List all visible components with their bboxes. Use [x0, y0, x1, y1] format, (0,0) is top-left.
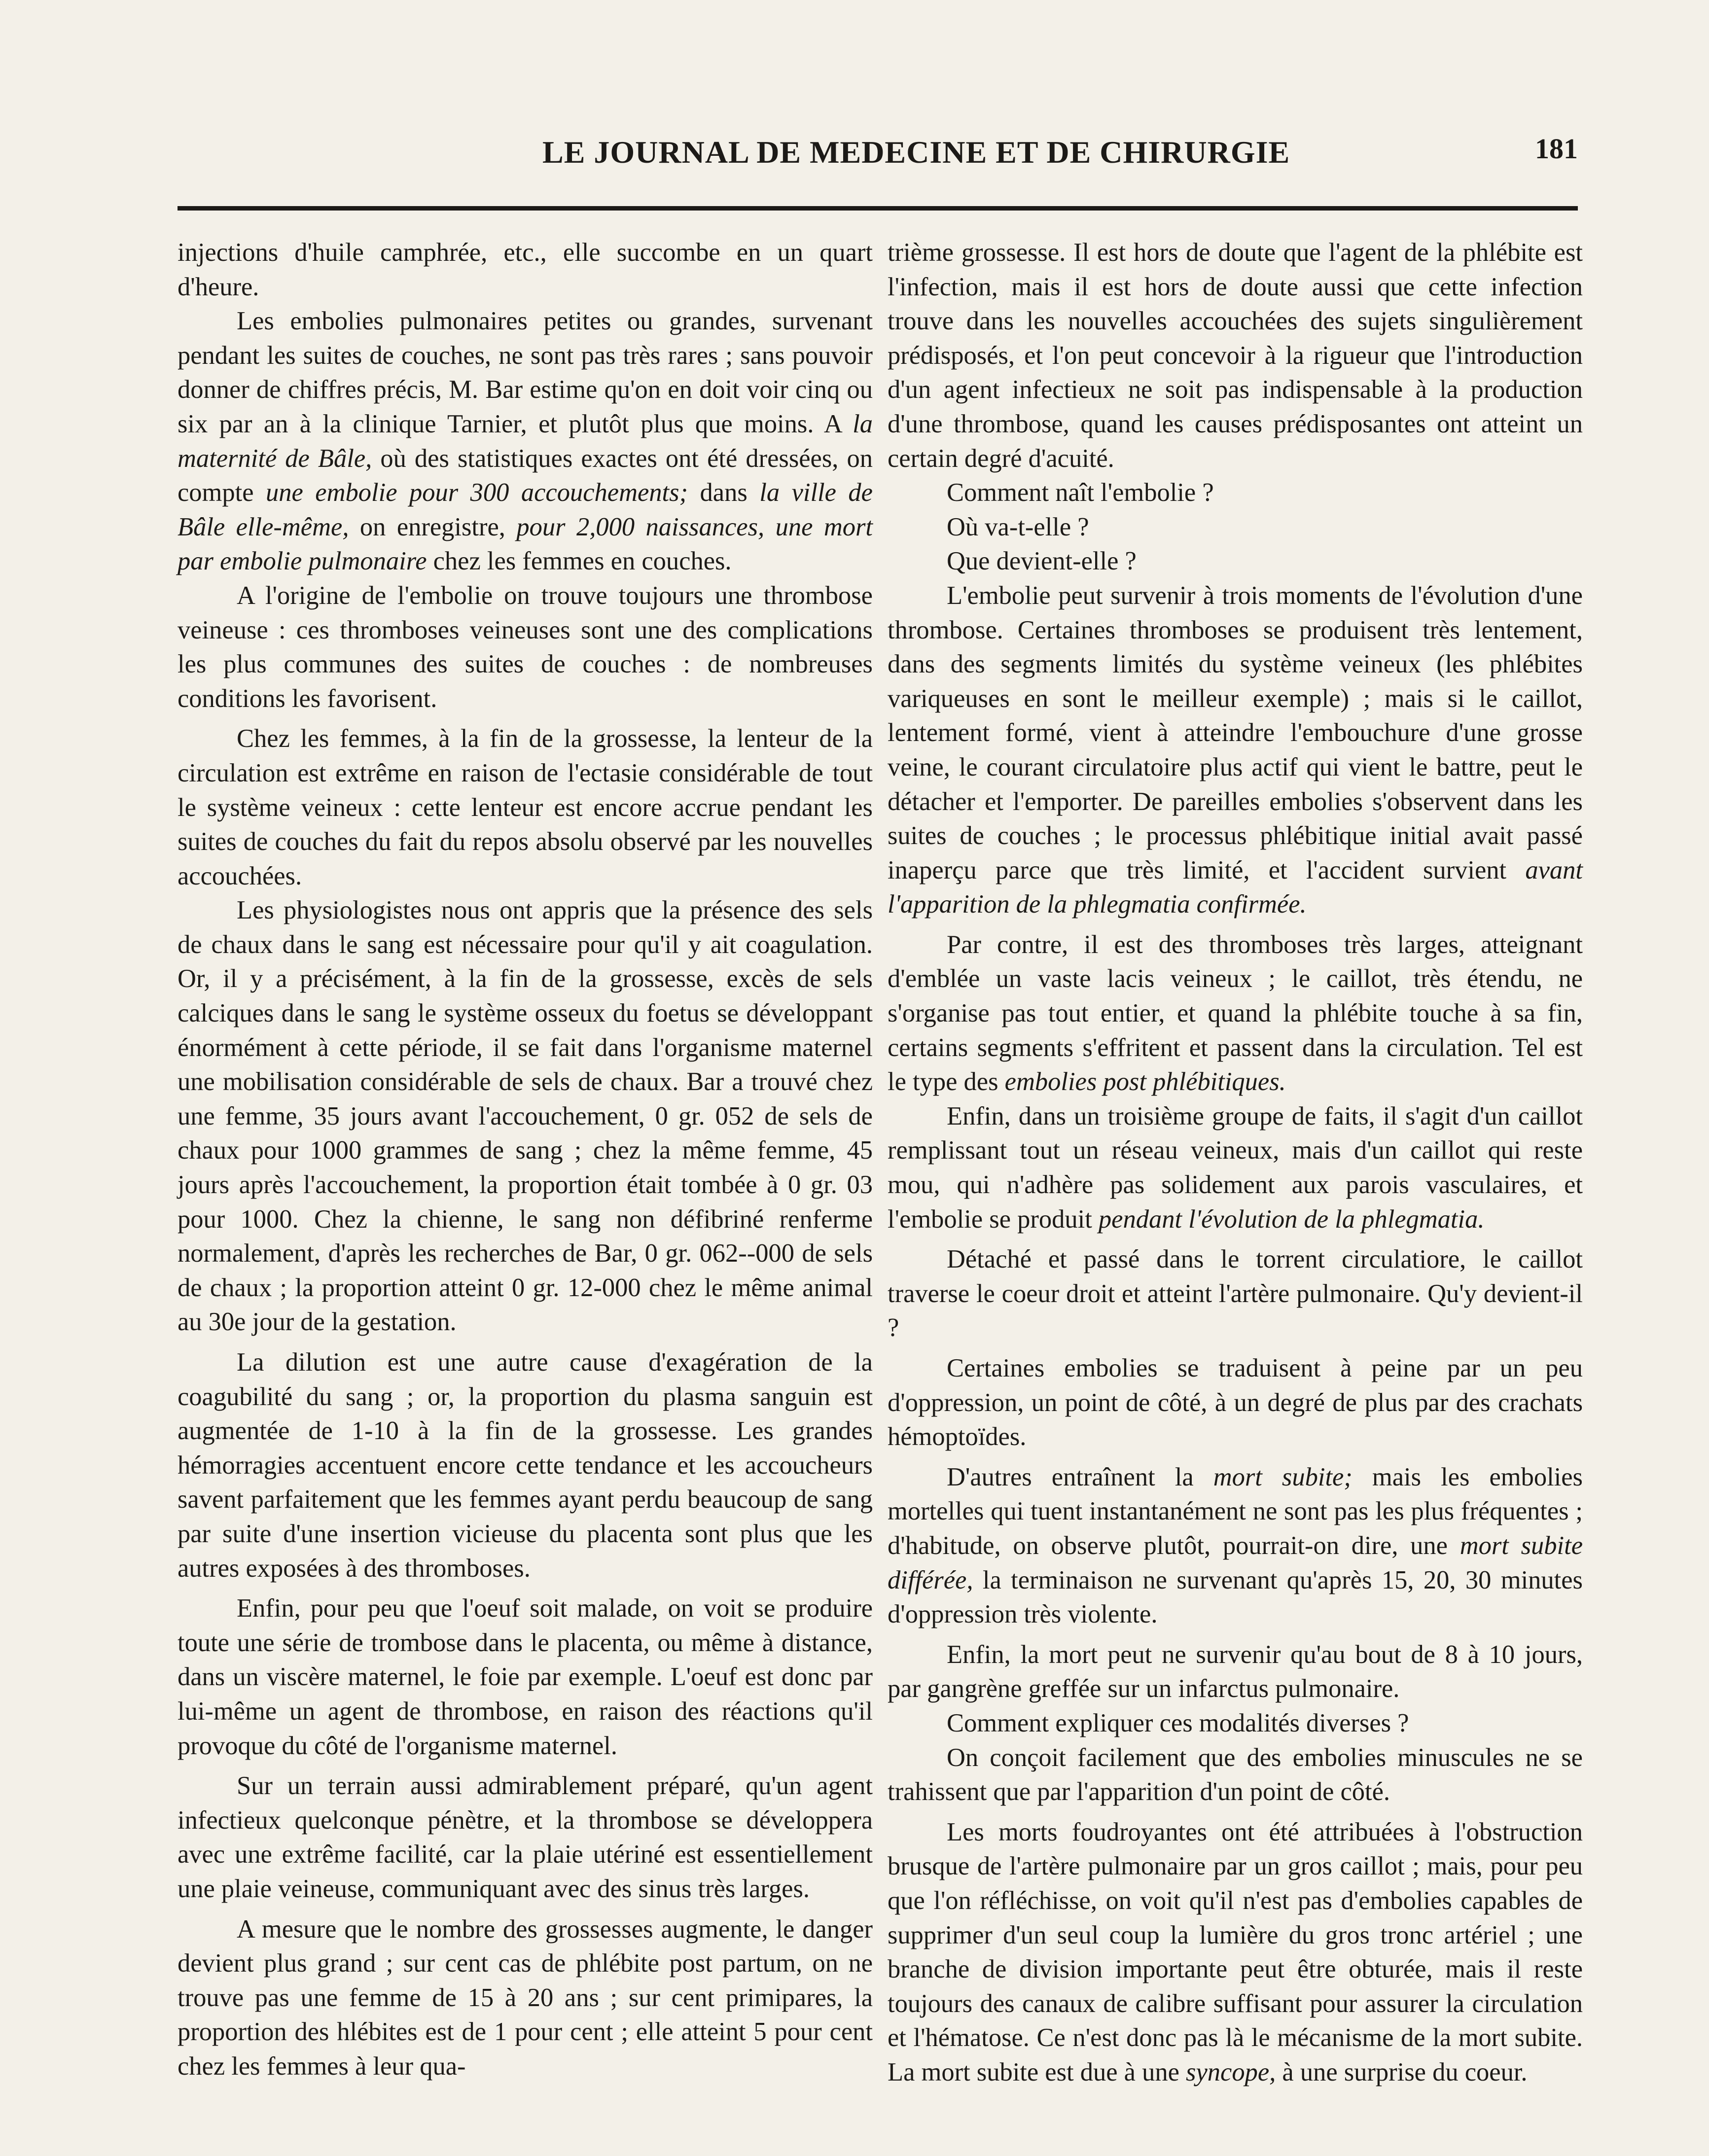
text-run: chez les femmes en couches. — [427, 547, 732, 576]
question-line: Que devient-elle ? — [947, 547, 1137, 576]
paragraph: Sur un terrain aussi admirablement préparé, qu'un agent infectieux quelconque pénètre, et la thrombose se développera avec une extrême facilité, car la plaie utériné est essentiellement une plaie veineuse, communiquant avec des sinus très larges. — [178, 1771, 873, 1903]
italic-run: une embolie pour 300 accouchements; — [266, 478, 688, 507]
text-run: A — [823, 409, 853, 438]
paragraph: On conçoit facilement que des embolies minuscules ne se trahissent que par l'apparition d'un point de côté. — [888, 1743, 1583, 1806]
text-run: Enfin, dans un troisième groupe de faits, il s'agit d'un caillot remplissant tout un réseau veineux, mais d'un caillot qui reste mou, qui n'adhère pas solidement aux parois vasculaires, et l'embolie se produit — [888, 1101, 1583, 1234]
paragraph — [888, 1099, 1583, 1237]
paragraph: injections d'huile camphrée, etc., elle succombe en un quart d'heure. — [178, 238, 873, 301]
text-run: Les embolies pulmonaires petites ou grandes, survenant pendant les suites de couches, ne sont pas très rares ; sans pouvoir donner de chiffres précis, M. Bar estime qu'on en doit voir cinq ou six par an à la clinique Tarnier, et plutôt plus que moins. — [178, 307, 873, 438]
right-column — [888, 236, 1583, 2089]
text-run: Par contre, il est des thromboses très larges, atteignant d'emblée un vaste lacis veineux ; le caillot, très étendu, ne s'organise pas tout entier, et quand la phlébite touche à sa fin, certains segments s'effritent et passent dans la circulation. Tel est le type des — [888, 930, 1583, 1096]
italic-run: pendant l'évolution de la phlegmatia. — [1098, 1204, 1485, 1234]
italic-run: mort subite différée, — [888, 1531, 1583, 1594]
text-run: on enregistre, — [349, 512, 517, 541]
paragraph: Les physiologistes nous ont appris que la présence des sels de chaux dans le sang est nécessaire pour qu'il y ait coagulation. Or, il y a précisément, à la fin de la grossesse, excès de sels calciques dans le sang le système osseux du foetus se développant énormément à cette période, il se fait dans l'organisme maternel une mobilisation considérable de sels de chaux. Bar a trouvé chez une femme, 35 jours avant l'accouchement, 0 gr. 052 de sels de chaux pour 1000 grammes de sang ; chez la même femme, 45 jours après l'accouchement, la proportion était tombée à 0 gr. 03 pour 1000. Chez la chienne, le sang non défibriné renferme normalement, d'après les recherches de Bar, 0 gr. 062--000 de sels de chaux ; la proportion atteint 0 gr. 12-000 chez le même animal au 30e jour de la gestation. — [178, 896, 873, 1337]
text-run: la terminaison ne survenant qu'après 15, 20, 30 minutes d'oppression très violente. — [888, 1565, 1583, 1629]
paragraph — [888, 1815, 1583, 2090]
italic-run: syncope, — [1186, 2057, 1276, 2086]
page-header — [178, 134, 1578, 193]
text-run: mais les embolies mortelles qui tuent instantanément ne sont pas les plus fréquentes ; d'habitude, on observe plutôt, pourrait-on dire, une — [888, 1462, 1583, 1560]
italic-run: pour 2,000 naissances, une mort par embolie pulmonaire — [178, 512, 873, 576]
text-run: Les morts foudroyantes ont été attribuées à l'obstruction brusque de l'artère pulmonaire par un gros caillot ; mais, pour peu que l'on réfléchisse, on voit qu'il n'est pas d'embolies capables de supprimer d'un seul coup la lumière du gros tronc artériel ; une branche de division importante peut être obturée, mais il reste toujours des canaux de calibre suffisant pour assurer la circulation et l'hématose. Ce n'est donc pas là le mécanisme de la mort subite. La mort subite est due à une — [888, 1817, 1583, 2086]
paragraph: La dilution est une autre cause d'exagération de la coagubilité du sang ; or, la proportion du plasma sanguin est augmentée de 1-10 à la fin de la grossesse. Les grandes hémorragies accentuent encore cette tendance et les accoucheurs savent parfaitement que les femmes ayant perdu beaucoup de sang par suite d'une insertion vicieuse du placenta sont plus que les autres exposées à des thromboses. — [178, 1348, 873, 1583]
text-run: dans — [688, 478, 760, 507]
paragraph: Chez les femmes, à la fin de la grossesse, la lenteur de la circulation est extrême en raison de l'ectasie considérable de tout le système veineux : cette lenteur est encore accrue pendant les suites de couches du fait du repos absolu observé par les nouvelles accouchées. — [178, 724, 873, 890]
text-run: où des statistiques exactes ont été dressées, on compte — [178, 444, 873, 507]
paragraph — [178, 304, 873, 579]
italic-run: embolies post phlébitiques. — [1004, 1067, 1286, 1096]
paragraph — [888, 579, 1583, 922]
paragraph: Comment expliquer ces modalités diverses ? — [947, 1708, 1409, 1737]
header-rule — [178, 206, 1578, 211]
paragraph — [888, 928, 1583, 1099]
paragraph: trième grossesse. Il est hors de doute que l'agent de la phlébite est l'infection, mais il est hors de doute aussi que cette infection trouve dans les nouvelles accouchées des sujets singulièrement prédisposés, et l'on peut concevoir à la rigueur que l'introduction d'un agent infectieux ne soit pas indispensable à la production d'une thrombose, quand les causes prédisposantes ont atteint un certain degré d'acuité. — [888, 238, 1583, 473]
italic-run: la ville de Bâle elle-même, — [178, 478, 873, 541]
italic-run: mort subite; — [1213, 1462, 1353, 1491]
question-line: Où va-t-elle ? — [947, 512, 1089, 541]
paragraph — [888, 1460, 1583, 1632]
text-run: L'embolie peut survenir à trois moments de l'évolution d'une thrombose. Certaines thromboses se produisent très lentement, dans des segments limités du système veineux (les phlébites variqueuses en sont le meilleur exemple) ; mais si le caillot, lentement formé, vient à atteindre l'embouchure d'une grosse veine, le courant circulatoire plus actif qui vient le battre, peut le détacher et l'emporter. De pareilles embolies s'observent dans les suites de couches ; le processus phlébitique initial avait passé inaperçu parce que très limité, et l'accident survient — [888, 581, 1583, 884]
paragraph: A l'origine de l'embolie on trouve toujours une thrombose veineuse : ces thromboses veineuses sont une des complications les plus communes des suites de couches : de nombreuses conditions les favorisent. — [178, 581, 873, 713]
paragraph: Certaines embolies se traduisent à peine par un peu d'oppression, un point de côté, à un degré de plus par des crachats hémoptoïdes. — [888, 1354, 1583, 1451]
page-number: 181 — [1535, 133, 1578, 165]
text-run: D'autres entraînent la — [947, 1462, 1213, 1491]
paragraph: Enfin, la mort peut ne survenir qu'au bout de 8 à 10 jours, par gangrène greffée sur un infarctus pulmonaire. — [888, 1640, 1583, 1703]
paragraph: Détaché et passé dans le torrent circulatiore, le caillot traverse le coeur droit et atteint l'artère pulmonaire. Qu'y devient-il ? — [888, 1245, 1583, 1343]
paragraph: A mesure que le nombre des grossesses augmente, le danger devient plus grand ; sur cent cas de phlébite post partum, on ne trouve pas une femme de 15 à 20 ans ; sur cent primipares, la proportion des hlébites est de 1 pour cent ; elle atteint 5 pour cent chez les femmes à leur qua- — [178, 1914, 873, 2081]
left-column — [178, 236, 873, 2084]
paragraph: Enfin, pour peu que l'oeuf soit malade, on voit se produire toute une série de trombose dans le placenta, ou même à distance, dans un viscère maternel, le foie par exemple. L'oeuf est donc par lui-même un agent de thrombose, en raison des réactions qu'il provoque du côté de l'organisme maternel. — [178, 1594, 873, 1760]
question-line: Comment naît l'embolie ? — [947, 478, 1214, 507]
italic-run: la maternité de Bâle, — [178, 409, 873, 473]
italic-run: avant l'apparition de la phlegmatia confirmée. — [888, 855, 1583, 919]
running-title: LE JOURNAL DE MEDECINE ET DE CHIRURGIE — [542, 135, 1290, 170]
text-run: à une surprise du coeur. — [1276, 2057, 1528, 2086]
